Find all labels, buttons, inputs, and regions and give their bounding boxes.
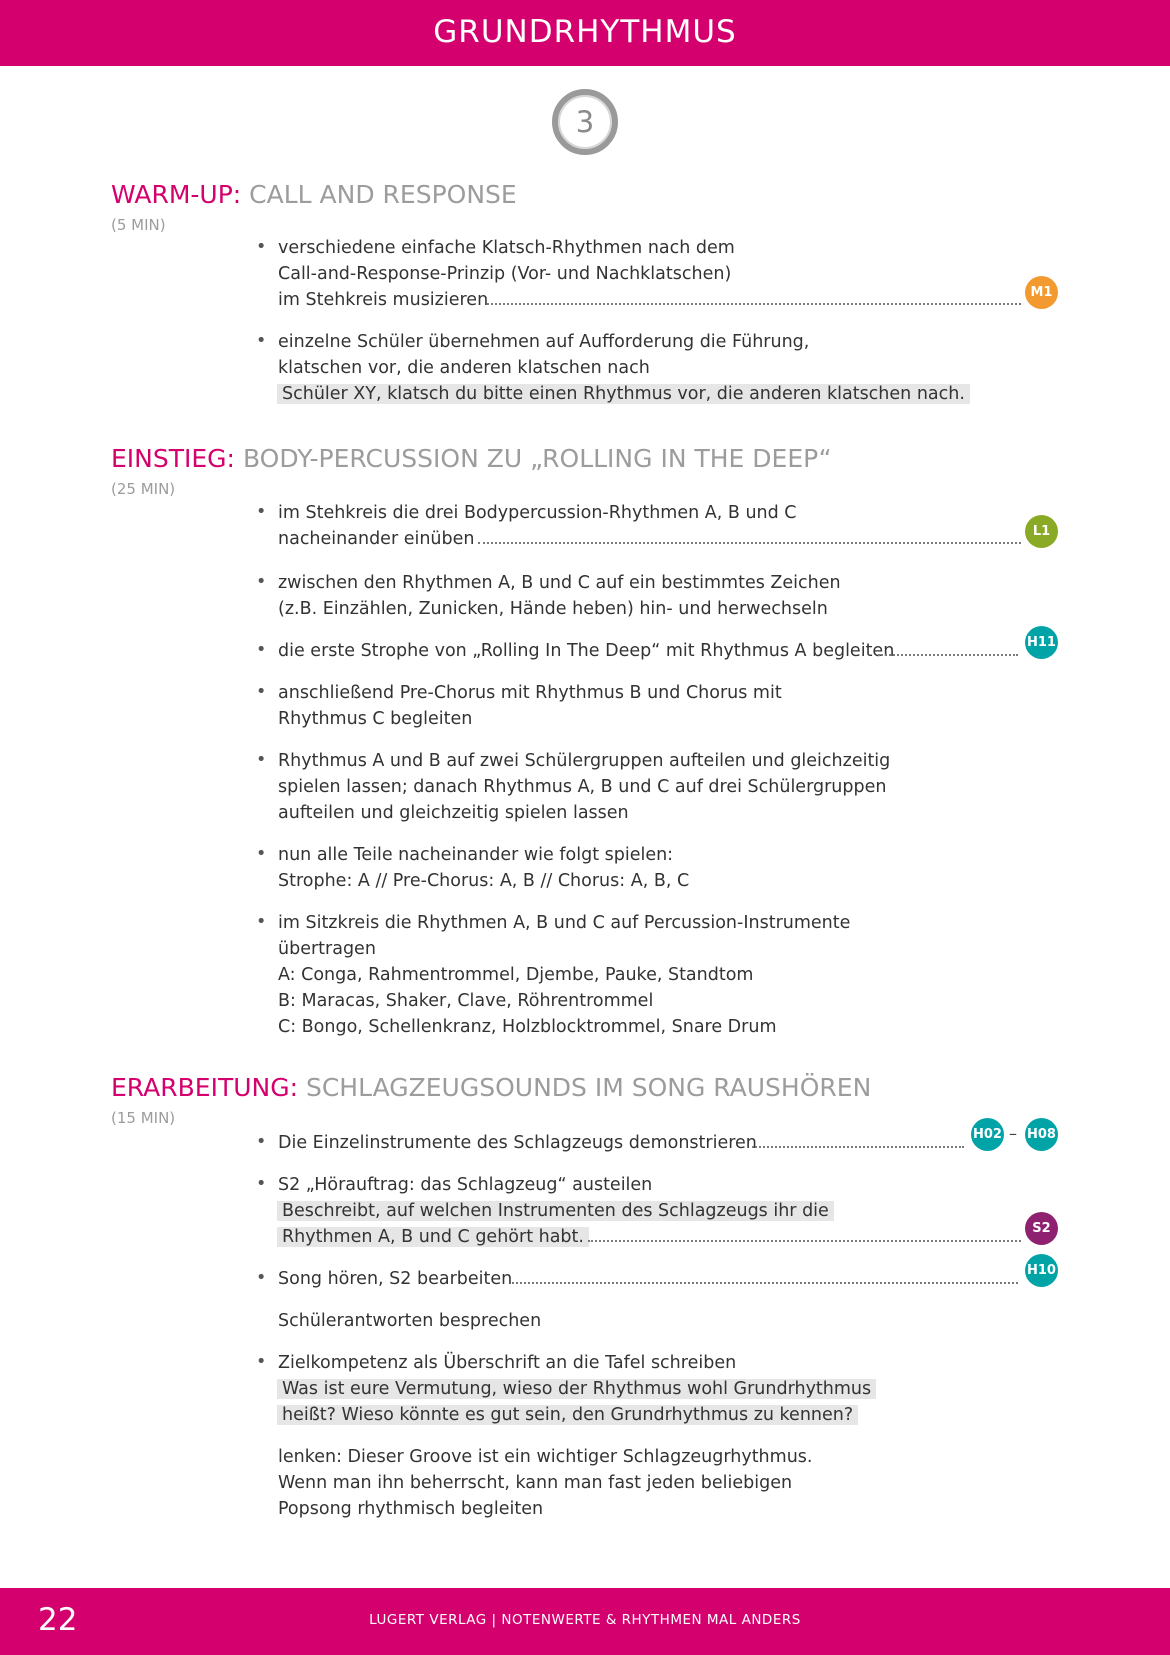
header-bar (0, 0, 1170, 66)
quote-line (278, 382, 970, 408)
item-line: S2 „Hörauftrag: das Schlagzeug“ austeilen (278, 1175, 653, 1195)
material-badge-m1[interactable]: M1 (1025, 276, 1058, 309)
bullet: • (256, 502, 267, 522)
page-number: 22 (38, 1602, 78, 1638)
item-line: lenken: Dieser Groove ist ein wichtiger Schlagzeugrhythmus. (278, 1447, 813, 1467)
audio-badge-h02[interactable]: H02 (971, 1118, 1004, 1151)
teacher-quote: Schüler XY, klatsch du bitte einen Rhythmus vor, die anderen klatschen nach. (277, 384, 970, 404)
item-line: (z.B. Einzählen, Zunicken, Hände heben) hin- und herwechseln (278, 599, 828, 619)
teacher-quote: heißt? Wieso könnte es gut sein, den Grundrhythmus zu kennen? (277, 1405, 858, 1425)
worksheet-badge-s2[interactable]: S2 (1025, 1212, 1058, 1245)
item-line: zwischen den Rhythmen A, B und C auf ein bestimmtes Zeichen (278, 573, 841, 593)
range-dash: – (1009, 1124, 1017, 1143)
item-line: die erste Strophe von „Rolling In The Deep“ mit Rhythmus A begleiten (278, 641, 895, 661)
lesson-number-badge: 3 (552, 89, 618, 155)
item-line: einzelne Schüler übernehmen auf Aufforderung die Führung, (278, 332, 810, 352)
bullet: • (256, 1132, 267, 1152)
item-line: im Stehkreis die drei Bodypercussion-Rhythmen A, B und C (278, 503, 797, 523)
dotted-leader (478, 542, 1021, 544)
bullet: • (256, 1352, 267, 1372)
dotted-leader (752, 1146, 964, 1148)
section-duration: (5 MIN) (111, 216, 166, 234)
teacher-quote: Was ist eure Vermutung, wieso der Rhythmus wohl Grundrhythmus (277, 1379, 876, 1399)
section-name: BODY-PERCUSSION ZU „ROLLING IN THE DEEP“ (242, 444, 832, 473)
footer-publisher-text: LUGERT VERLAG | NOTENWERTE & RHYTHMEN MAL ANDERS (369, 1612, 801, 1628)
item-line: Schülerantworten besprechen (278, 1311, 542, 1331)
audio-badge-h08[interactable]: H08 (1025, 1118, 1058, 1151)
bullet: • (256, 640, 267, 660)
item-line: nacheinander einüben (278, 529, 475, 549)
item-line: Rhythmus A und B auf zwei Schülergruppen aufteilen und gleichzeitig (278, 751, 891, 771)
item-line: im Sitzkreis die Rhythmen A, B und C auf Percussion-Instrumente (278, 913, 851, 933)
item-line: übertragen (278, 939, 376, 959)
teacher-quote: Rhythmen A, B und C gehört habt. (277, 1227, 589, 1247)
item-line: nun alle Teile nacheinander wie folgt spielen: (278, 845, 674, 865)
audio-badge-h11[interactable]: H11 (1025, 626, 1058, 659)
section-label: ERARBEITUNG: (111, 1073, 299, 1102)
teacher-quote: Beschreibt, auf welchen Instrumenten des Schlagzeugs ihr die (277, 1201, 834, 1221)
item-line: anschließend Pre-Chorus mit Rhythmus B und Chorus mit (278, 683, 782, 703)
section-name: CALL AND RESPONSE (249, 180, 517, 209)
item-line: Strophe: A // Pre-Chorus: A, B // Chorus: A, B, C (278, 871, 690, 891)
bullet: • (256, 844, 267, 864)
quote-line (278, 1377, 876, 1403)
bullet: • (256, 682, 267, 702)
bullet: • (256, 912, 267, 932)
item-line: Song hören, S2 bearbeiten (278, 1269, 513, 1289)
dotted-leader (512, 1282, 1018, 1284)
section-label: EINSTIEG: (111, 444, 235, 473)
bullet: • (256, 331, 267, 351)
item-line: C: Bongo, Schellenkranz, Holzblocktrommel, Snare Drum (278, 1017, 777, 1037)
bullet: • (256, 750, 267, 770)
section-duration: (25 MIN) (111, 480, 176, 498)
dotted-leader (588, 1240, 1021, 1242)
item-line: im Stehkreis musizieren (278, 290, 489, 310)
item-line: aufteilen und gleichzeitig spielen lassen (278, 803, 629, 823)
quote-line (278, 1403, 858, 1429)
item-line: Rhythmus C begleiten (278, 709, 473, 729)
page-title: GRUNDRHYTHMUS (433, 14, 737, 50)
section-title-erarbeitung (111, 1073, 871, 1102)
item-line: A: Conga, Rahmentrommel, Djembe, Pauke, Standtom (278, 965, 754, 985)
section-duration: (15 MIN) (111, 1109, 176, 1127)
item-line: B: Maracas, Shaker, Clave, Röhrentrommel (278, 991, 654, 1011)
bullet: • (256, 1268, 267, 1288)
dotted-leader (878, 654, 1018, 656)
item-line: Popsong rhythmisch begleiten (278, 1499, 544, 1519)
item-line: Wenn man ihn beherrscht, kann man fast jeden beliebigen (278, 1473, 793, 1493)
footer-bar (0, 1588, 1170, 1655)
item-line: spielen lassen; danach Rhythmus A, B und C auf drei Schülergruppen (278, 777, 887, 797)
bullet: • (256, 572, 267, 592)
dotted-leader (487, 303, 1021, 305)
bullet: • (256, 237, 267, 257)
section-label: WARM-UP: (111, 180, 242, 209)
section-title-warmup (111, 180, 517, 209)
audio-badge-h10[interactable]: H10 (1025, 1254, 1058, 1287)
item-line: verschiedene einfache Klatsch-Rhythmen nach dem (278, 238, 735, 258)
bullet: • (256, 1174, 267, 1194)
item-line: Zielkompetenz als Überschrift an die Tafel schreiben (278, 1353, 737, 1373)
quote-line (278, 1225, 589, 1251)
material-badge-l1[interactable]: L1 (1025, 515, 1058, 548)
quote-line (278, 1199, 834, 1225)
item-line: Call-and-Response-Prinzip (Vor- und Nachklatschen) (278, 264, 732, 284)
section-title-einstieg (111, 444, 832, 473)
item-line: Die Einzelinstrumente des Schlagzeugs demonstrieren (278, 1133, 757, 1153)
section-name: SCHLAGZEUGSOUNDS IM SONG RAUSHÖREN (305, 1073, 872, 1102)
item-line: klatschen vor, die anderen klatschen nach (278, 358, 650, 378)
